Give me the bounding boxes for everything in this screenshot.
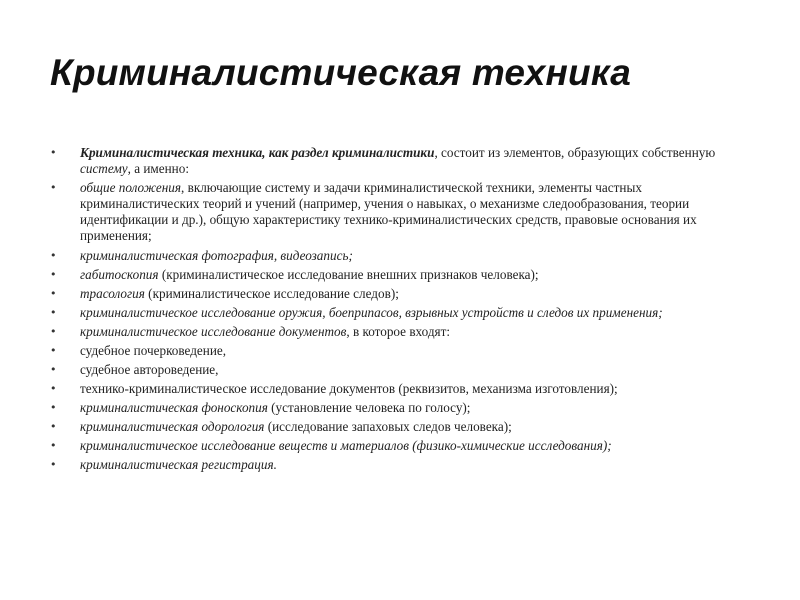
item-text: (криминалистическое исследование следов); [144,286,399,301]
list-item [50,324,755,340]
bullet-icon: • [50,249,57,262]
bullet-icon: • [50,401,57,414]
item-text: судебное автороведение, [80,362,219,377]
item-text: (установление человека по голосу); [267,400,471,415]
list-item [50,145,755,177]
intro-bold-text: Криминалистическая техника, как раздел криминалистики [80,145,435,160]
item-italic-text: криминалистическая регистрация. [80,457,277,472]
list-item [50,248,755,264]
list-item [50,362,755,378]
bullet-icon: • [50,420,57,433]
list-item [50,267,755,283]
bullet-icon: • [50,325,57,338]
item-italic-text: криминалистическая фоноскопия [80,400,268,415]
list-item [50,419,755,435]
list-item [50,400,755,416]
bullet-icon: • [50,306,57,319]
bullet-icon: • [50,458,57,471]
bullet-icon: • [50,439,57,452]
item-text: судебное почерковедение, [80,343,227,358]
intro-text-end: , а именно: [127,161,189,176]
slide-title: Криминалистическая техника [50,52,632,93]
list-item [50,457,755,473]
bullet-icon: • [50,287,57,300]
bullet-icon: • [50,363,57,376]
bullet-icon: • [50,146,57,159]
list-item [50,305,755,321]
list-item [50,381,755,397]
intro-text: , состоит из элементов, образующих собственную [434,145,716,160]
intro-italic-text: систему [80,161,128,176]
bullet-icon: • [50,268,57,281]
item-italic-text: криминалистическое исследование документов [80,324,347,339]
item-text: (криминалистическое исследование внешних признаков человека); [158,267,539,282]
item-italic-text: криминалистическая фотография, видеозапись; [80,248,353,263]
bullet-icon: • [50,181,57,194]
item-text: , включающие систему и задачи криминалистической техники, элементы частных криминалистических теорий и учений (например, учения о навыках, о механизме следообразования, теории идентификации и др.), общую характеристику технико-криминалистических средств, правовые основания их применения; [80,180,697,243]
item-italic-text: криминалистическое исследование веществ и материалов (физико-химические исследования); [80,438,612,453]
item-text: , в которое входят: [346,324,451,339]
item-text: технико-криминалистическое исследование документов (реквизитов, механизма изготовления); [80,381,618,396]
item-italic-text: криминалистическая одорология [80,419,265,434]
list-item [50,180,755,244]
item-italic-text: общие положения [80,180,181,195]
bullet-icon: • [50,382,57,395]
item-italic-text: габитоскопия [80,267,159,282]
item-text: (исследование запаховых следов человека); [264,419,512,434]
bullet-icon: • [50,344,57,357]
bullet-list [50,145,755,476]
item-italic-text: криминалистическое исследование оружия, боеприпасов, взрывных устройств и следов их применения; [80,305,663,320]
item-italic-text: трасология [80,286,145,301]
list-item [50,438,755,454]
list-item [50,286,755,302]
list-item [50,343,755,359]
